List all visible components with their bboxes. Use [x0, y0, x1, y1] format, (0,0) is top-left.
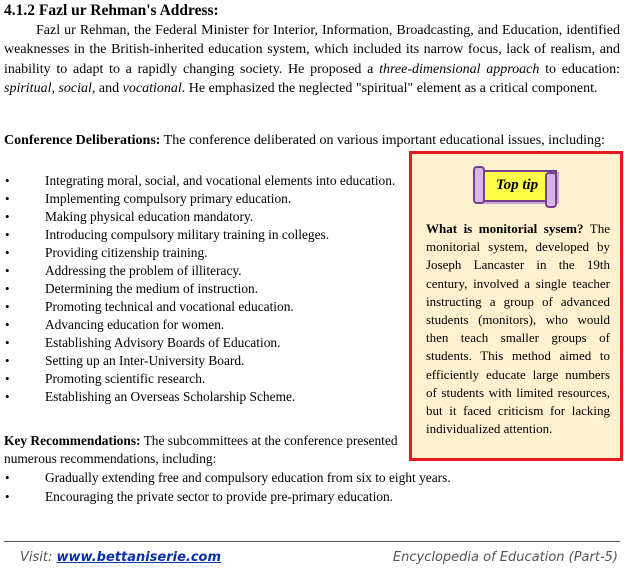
bullet-icon: • [5, 470, 10, 485]
tip-answer: The monitorial system, developed by Joseph Lancaster in the 19th century, involved a single teacher instructing a group of advanced students (monitors), who would then teach smaller groups of students. This method aimed to efficiently educate large numbers of students with limited resources, but it faced criticism for lacking individualized attention. [426, 221, 610, 437]
bullet-icon: • [5, 335, 10, 350]
bullet-icon: • [5, 317, 10, 332]
top-tip-box [409, 151, 623, 461]
footer-book-title: Encyclopedia of Education (Part-5) [392, 550, 618, 565]
list-item: • Establishing an Overseas Scholarship Scheme. [5, 389, 296, 404]
footer-visit: Visit: www.bettaniserie.com [20, 550, 222, 565]
list-item: • Establishing Advisory Boards of Education. [5, 335, 281, 350]
bullet-icon: • [5, 263, 10, 278]
bullet-icon: • [5, 245, 10, 260]
scroll-banner-icon [473, 166, 557, 206]
bullet-icon: • [5, 389, 10, 404]
bullet-icon: • [5, 173, 10, 188]
intro-paragraph: Fazl ur Rehman, the Federal Minister for Interior, Information, Broadcasting, and Education, identified weaknesses in the British-inherited education system, which included its narrow focus, lack of realism, and inability to adapt to a rapidly changing society. He proposed a three-dimensional approach to education: spiritual, social, and vocational. He emphasized the neglected "spiritual" element as a critical component. [4, 23, 621, 97]
list-item: • Promoting technical and vocational education. [5, 299, 294, 314]
recommendations-list [4, 468, 614, 506]
list-item: • Making physical education mandatory. [5, 209, 254, 224]
footer-divider [4, 541, 620, 542]
bullet-icon: • [5, 371, 10, 386]
list-item: • Advancing education for women. [5, 317, 225, 332]
conference-list [4, 172, 398, 406]
list-item: • Implementing compulsory primary education. [5, 191, 292, 206]
bullet-icon: • [5, 209, 10, 224]
recommendations-label: Key Recommendations: [4, 433, 141, 448]
bullet-icon: • [5, 299, 10, 314]
website-link[interactable]: www.bettaniserie.com [56, 550, 222, 565]
list-item: • Providing citizenship training. [5, 245, 208, 260]
tip-question: What is monitorial sysem? [426, 221, 584, 236]
bullet-icon: • [5, 191, 10, 206]
top-tip-label: Top tip [495, 177, 539, 193]
bullet-icon: • [5, 353, 10, 368]
list-item: • Introducing compulsory military training in colleges. [5, 227, 330, 242]
conference-intro: Conference Deliberations: The conference deliberated on various important educational issues, including: [4, 133, 605, 148]
list-item: • Gradually extending free and compulsory education from six to eight years. [5, 470, 451, 485]
top-tip-text [426, 220, 610, 438]
section-heading: 4.1.2 Fazl ur Rehman's Address: [4, 2, 219, 19]
bullet-icon: • [5, 281, 10, 296]
list-item: • Promoting scientific research. [5, 371, 206, 386]
list-item: • Determining the medium of instruction. [5, 281, 259, 296]
list-item: • Integrating moral, social, and vocational elements into education. [5, 173, 396, 188]
list-item: • Addressing the problem of illiteracy. [5, 263, 242, 278]
bullet-icon: • [5, 227, 10, 242]
list-item: • Setting up an Inter-University Board. [5, 353, 245, 368]
recommendations-intro: Key Recommendations: The subcommittees at the conference presented numerous recommendations, including: [4, 433, 398, 466]
list-item: • Encouraging the private sector to provide pre-primary education. [5, 489, 394, 504]
conference-label: Conference Deliberations: [4, 133, 161, 148]
bullet-icon: • [5, 489, 10, 504]
